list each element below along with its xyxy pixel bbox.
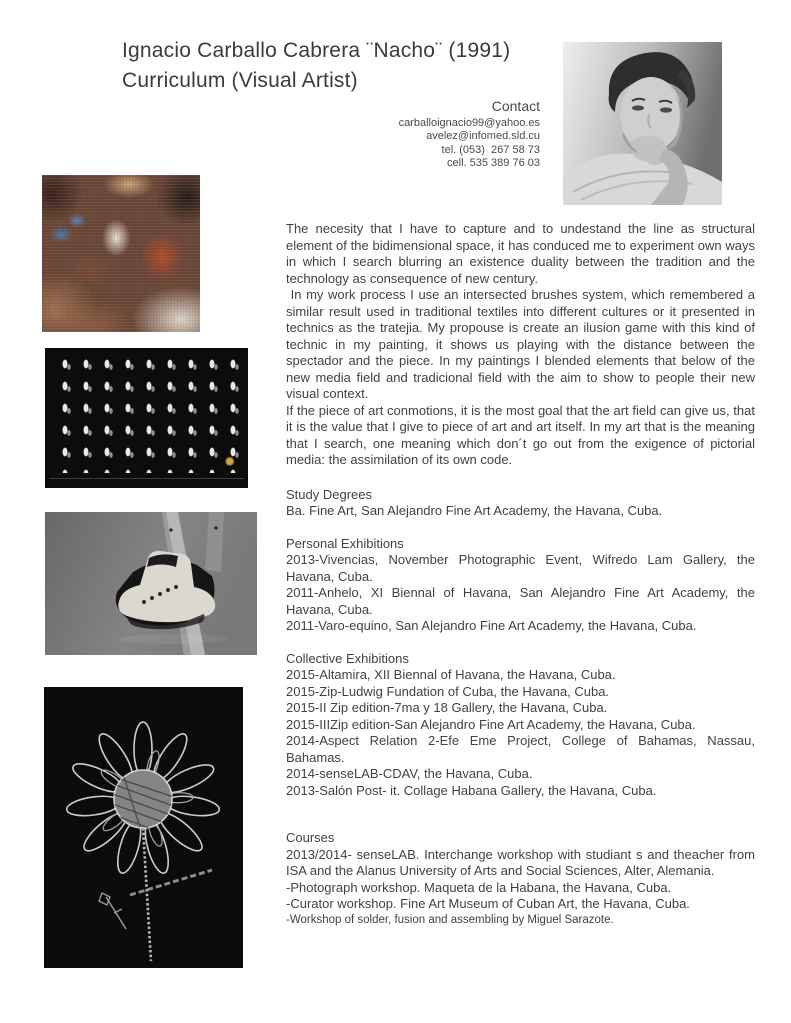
contact-line: tel. (053) 267 58 73 bbox=[441, 143, 540, 156]
boot-illustration bbox=[45, 512, 257, 655]
section-item: -Curator workshop. Fine Art Museum of Cuban Art, the Havana, Cuba. bbox=[286, 896, 690, 911]
artist-portrait-photo bbox=[563, 42, 722, 205]
cv-section bbox=[286, 536, 755, 635]
section-item: 2015-IIIZip edition-San Alejandro Fine Art Academy, the Havana, Cuba. bbox=[286, 716, 696, 732]
cv-section bbox=[286, 487, 755, 520]
section-item: 2011-Anhelo, XI Biennal of Havana, San Alejandro Fine Art Academy, the Havana, Cuba. bbox=[286, 585, 755, 617]
contact-line: avelez@infomed.sld.cu bbox=[426, 130, 540, 143]
portrait-illustration bbox=[563, 42, 722, 205]
statement-paragraph: In my work process I use an intersected brushes system, which remembered a similar result used in traditional textiles into different cultures or it presented in technics as the tratejia. My propouse is create an ilusion game with this kind of technic in my painting, it shows us playing with the distance between the spectador and the piece. In my paintings I blended elements that below of the new media field and tradicional field with the aim to show to people their new visual context. bbox=[286, 287, 755, 401]
page-title-line1: Ignacio Carballo Cabrera ¨Nacho¨ (1991) bbox=[122, 39, 511, 62]
artwork-photo-grid-installation bbox=[45, 348, 248, 488]
section-item: 2014-senseLAB-CDAV, the Havana, Cuba. bbox=[286, 766, 533, 781]
sunflower-illustration bbox=[44, 687, 243, 968]
section-item: 2015-Zip-Ludwig Fundation of Cuba, the Havana, Cuba. bbox=[286, 683, 610, 699]
section-item: 2015-Altamira, XII Biennal of Havana, the Havana, Cuba. bbox=[286, 667, 616, 682]
section-item: 2013-Salón Post- it. Collage Habana Gallery, the Havana, Cuba. bbox=[286, 782, 657, 798]
section-item: 2014-Aspect Relation 2-Efe Eme Project, College of Bahamas, Nassau, Bahamas. bbox=[286, 733, 755, 765]
section-heading: Collective Exhibitions bbox=[286, 650, 409, 666]
cv-section bbox=[286, 830, 755, 928]
section-item: Ba. Fine Art, San Alejandro Fine Art Academy, the Havana, Cuba. bbox=[286, 503, 663, 518]
artwork-photo-boot-sculpture bbox=[45, 512, 257, 655]
cv-content bbox=[286, 221, 755, 928]
contact-lines bbox=[399, 117, 540, 170]
cv-section bbox=[286, 651, 755, 800]
contact-line: carballoignacio99@yahoo.es bbox=[398, 117, 540, 129]
statement-paragraph: If the piece of art conmotions, it is the most goal that the art field can give us, that it is the value that I give to piece of art and art itself. In my art that is the meaning that I search, one meaning which don´t go out from the exigence of pictorial media: the assimilation of its own code. bbox=[286, 402, 755, 467]
section-item: -Workshop of solder, fusion and assembling by Miguel Sarazote. bbox=[286, 913, 614, 926]
cv-sections bbox=[286, 487, 755, 929]
section-heading: Study Degrees bbox=[286, 486, 372, 502]
artwork-photo-wire-sunflower bbox=[44, 687, 243, 968]
section-item: -Photograph workshop. Maqueta de la Habana, the Havana, Cuba. bbox=[286, 879, 672, 895]
section-item: 2013-Vivencias, November Photographic Event, Wifredo Lam Gallery, the Havana, Cuba. bbox=[286, 552, 755, 584]
contact-line: cell. 535 389 76 03 bbox=[447, 156, 540, 169]
section-item: 2015-II Zip edition-7ma y 18 Gallery, the Havana, Cuba. bbox=[286, 700, 608, 715]
section-heading: Personal Exhibitions bbox=[286, 535, 404, 551]
section-heading: Courses bbox=[286, 830, 335, 845]
section-item: 2011-Varo-equino, San Alejandro Fine Art Academy, the Havana, Cuba. bbox=[286, 618, 697, 633]
contact-block bbox=[399, 98, 540, 170]
artist-statement bbox=[286, 221, 755, 469]
page-title-line2: Curriculum (Visual Artist) bbox=[122, 69, 358, 92]
page-title bbox=[122, 36, 510, 96]
contact-heading: Contact bbox=[491, 98, 540, 114]
section-item: 2013/2014- senseLAB. Interchange workshop with studiant s and theacher from ISA and the Alanus University of Arts and Social Sciences, Alter, Alemania. bbox=[286, 846, 755, 878]
statement-paragraph: The necesity that I have to capture and to undestand the line as structural element of the bidimensional space, it has conduced me to experiment own ways in which I search blurring an existence duality between the tradition and the technology as consequence of new century. bbox=[286, 221, 755, 286]
artwork-photo-crowd-painting bbox=[42, 175, 200, 332]
